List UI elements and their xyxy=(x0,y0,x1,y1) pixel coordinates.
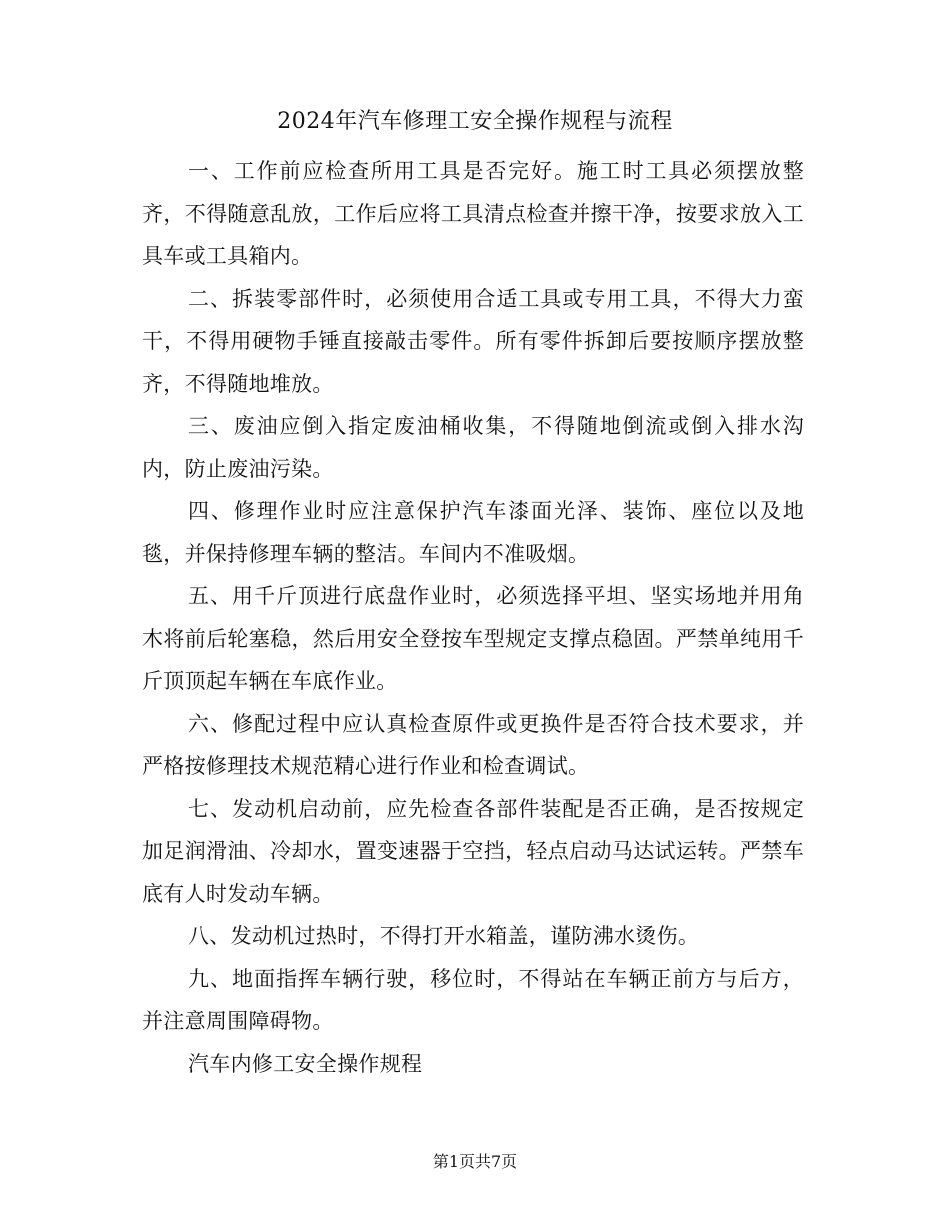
paragraph-7: 七、发动机启动前，应先检查各部件装配是否正确，是否按规定加足润滑油、冷却水，置变速器于空挡，轻点启动马达试运转。严禁车底有人时发动车辆。 xyxy=(142,796,804,906)
paragraph-2: 二、拆装零部件时，必须使用合适工具或专用工具，不得大力蛮干，不得用硬物手锤直接敲击零件。所有零件拆卸后要按顺序摆放整齐，不得随地堆放。 xyxy=(142,286,804,396)
paragraph-5: 五、用千斤顶进行底盘作业时，必须选择平坦、坚实场地并用角木将前后轮塞稳，然后用安全登按车型规定支撑点稳固。严禁单纯用千斤顶顶起车辆在车底作业。 xyxy=(142,584,804,693)
document-body xyxy=(142,150,804,1085)
paragraph-4: 四、修理作业时应注意保护汽车漆面光泽、装饰、座位以及地毯，并保持修理车辆的整洁。车间内不准吸烟。 xyxy=(142,499,804,566)
document-title: 2024年汽车修理工安全操作规程与流程 xyxy=(277,109,673,134)
paragraph-6: 六、修配过程中应认真检查原件或更换件是否符合技术要求，并严格按修理技术规范精心进行作业和检查调试。 xyxy=(142,711,804,778)
paragraph-8: 八、发动机过热时，不得打开水箱盖，谨防沸水烫伤。 xyxy=(188,924,700,948)
paragraph-9: 九、地面指挥车辆行驶，移位时，不得站在车辆正前方与后方，并注意周围障碍物。 xyxy=(142,966,804,1033)
paragraph-1: 一、工作前应检查所用工具是否完好。施工时工具必须摆放整齐，不得随意乱放，工作后应将工具清点检查并擦干净，按要求放入工具车或工具箱内。 xyxy=(142,159,804,268)
page-number: 第1页共7页 xyxy=(432,1152,518,1171)
section-heading: 汽车内修工安全操作规程 xyxy=(188,1051,423,1076)
paragraph-3: 三、废油应倒入指定废油桶收集，不得随地倒流或倒入排水沟内，防止废油污染。 xyxy=(142,414,804,481)
